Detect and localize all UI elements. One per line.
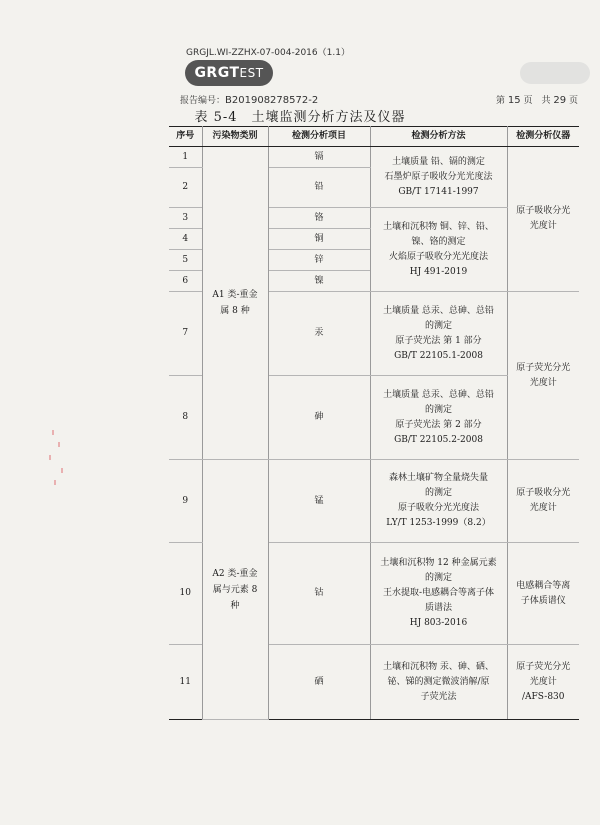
stamp-bleed-mark bbox=[61, 468, 63, 473]
method-cell bbox=[370, 147, 507, 208]
instrument-line: 电感耦合等离 bbox=[516, 580, 571, 591]
row-no: 1 bbox=[169, 147, 202, 168]
method-cell bbox=[370, 543, 507, 645]
logo-text-thin: EST bbox=[239, 66, 264, 80]
instrument-cell bbox=[507, 645, 579, 720]
page-total: 29 bbox=[553, 95, 567, 106]
row-item: 硒 bbox=[268, 645, 370, 720]
row-item: 钴 bbox=[268, 543, 370, 645]
page-mid: 页 共 bbox=[523, 96, 551, 106]
row-no: 9 bbox=[169, 460, 202, 543]
method-line: 的测定 bbox=[424, 488, 452, 498]
row-no: 8 bbox=[169, 376, 202, 460]
method-line: 土壤质量 总汞、总砷、总铅 bbox=[383, 389, 494, 400]
row-item: 铅 bbox=[268, 168, 370, 208]
row-no: 7 bbox=[169, 292, 202, 376]
method-line: 王水提取-电感耦合等离子体 bbox=[382, 588, 495, 598]
table-row bbox=[169, 147, 579, 168]
row-item: 锰 bbox=[268, 460, 370, 543]
method-line: GB/T 17141-1997 bbox=[398, 186, 479, 197]
method-line: 的测定 bbox=[424, 404, 452, 415]
row-item: 镉 bbox=[268, 147, 370, 168]
method-line: 石墨炉原子吸收分光光度法 bbox=[384, 171, 493, 182]
instrument-line: 原子吸收分光 bbox=[516, 488, 571, 498]
row-no: 11 bbox=[169, 645, 202, 720]
method-line: 原子荧光法 第 2 部分 bbox=[395, 419, 482, 430]
stamp-bleed-mark bbox=[52, 430, 54, 435]
stamp-bleed-mark bbox=[54, 480, 56, 485]
method-line: 质谱法 bbox=[424, 603, 452, 613]
instrument-line: 原子荧光分光 bbox=[516, 661, 571, 672]
method-line: 土壤和沉积物 12 种金属元素 bbox=[380, 558, 497, 568]
page-info bbox=[496, 93, 578, 106]
instrument-line: 光度计 bbox=[529, 676, 557, 687]
method-line: 土壤质量 总汞、总砷、总铅 bbox=[383, 305, 494, 316]
method-line: 原子吸收分光光度法 bbox=[397, 503, 479, 513]
row-no: 3 bbox=[169, 208, 202, 229]
instrument-line: 子体质谱仪 bbox=[520, 595, 566, 606]
row-item: 汞 bbox=[268, 292, 370, 376]
instrument-cell bbox=[507, 292, 579, 460]
row-no: 6 bbox=[169, 271, 202, 292]
instrument-line: 原子荧光分光 bbox=[516, 362, 571, 373]
row-no: 2 bbox=[169, 168, 202, 208]
stamp-bleed-mark bbox=[49, 455, 51, 460]
row-item: 砷 bbox=[268, 376, 370, 460]
row-no: 5 bbox=[169, 250, 202, 271]
method-cell bbox=[370, 376, 507, 460]
page-current: 15 bbox=[507, 95, 521, 106]
report-number-value: B201908278572-2 bbox=[225, 95, 319, 106]
document-code: GRGJL.WI-ZZHX-07-004-2016（1.1） bbox=[186, 48, 350, 58]
method-cell bbox=[370, 292, 507, 376]
method-line: 土壤和沉积物 铜、锌、铅、 bbox=[383, 221, 494, 232]
method-line: HJ 491-2019 bbox=[409, 266, 468, 277]
instrument-line: 光度计 bbox=[529, 377, 557, 388]
method-line: GB/T 22105.1-2008 bbox=[394, 350, 483, 361]
instrument-cell bbox=[507, 147, 579, 292]
faded-logo-watermark bbox=[520, 62, 590, 84]
method-line: 的测定 bbox=[424, 320, 452, 331]
row-item: 铬 bbox=[268, 208, 370, 229]
instrument-line: /AFS-830 bbox=[522, 691, 565, 702]
row-no: 4 bbox=[169, 229, 202, 250]
method-line: 镍、铬的测定 bbox=[411, 236, 466, 247]
method-cell bbox=[370, 460, 507, 543]
method-line: 子荧光法 bbox=[420, 691, 457, 702]
method-line: 森林土壤矿物全量烧失量 bbox=[388, 473, 488, 483]
report-number bbox=[180, 93, 318, 106]
method-line: 铋、锑的测定微波消解/原 bbox=[387, 676, 490, 687]
category-cell: A1 类-重金属 8 种 bbox=[202, 147, 268, 460]
instrument-cell bbox=[507, 543, 579, 645]
category-cell: A2 类-重金属与元素 8 种 bbox=[202, 460, 268, 720]
grgtest-logo bbox=[185, 60, 273, 86]
method-line: LY/T 1253-1999（8.2） bbox=[386, 518, 491, 528]
header-method: 检测分析方法 bbox=[370, 127, 507, 147]
method-line: 土壤质量 铅、镉的测定 bbox=[392, 156, 485, 167]
method-line: 火焰原子吸收分光光度法 bbox=[388, 251, 488, 262]
row-no: 10 bbox=[169, 543, 202, 645]
method-line: 土壤和沉积物 汞、砷、硒、 bbox=[383, 661, 494, 672]
header-item: 检测分析项目 bbox=[268, 127, 370, 147]
instrument-line: 光度计 bbox=[529, 503, 557, 513]
instrument-line: 光度计 bbox=[529, 221, 557, 231]
row-item: 锌 bbox=[268, 250, 370, 271]
method-line: HJ 803-2016 bbox=[409, 618, 468, 628]
method-line: GB/T 22105.2-2008 bbox=[394, 434, 483, 445]
report-number-label: 报告编号： bbox=[180, 96, 226, 106]
table-header-row bbox=[169, 127, 579, 147]
table-row bbox=[169, 460, 579, 543]
analysis-methods-table bbox=[169, 126, 579, 720]
stamp-bleed-mark bbox=[58, 442, 60, 447]
header-instrument: 检测分析仪器 bbox=[507, 127, 579, 147]
method-line: 的测定 bbox=[424, 573, 452, 583]
method-cell bbox=[370, 645, 507, 720]
page-suffix: 页 bbox=[569, 96, 579, 106]
method-cell bbox=[370, 208, 507, 292]
logo-text-bold: GRGT bbox=[194, 65, 240, 81]
instrument-cell bbox=[507, 460, 579, 543]
row-item: 铜 bbox=[268, 229, 370, 250]
header-category: 污染物类别 bbox=[202, 127, 268, 147]
header-no: 序号 bbox=[169, 127, 202, 147]
method-line: 原子荧光法 第 1 部分 bbox=[395, 335, 482, 346]
table-title: 表 5-4 土壤监测分析方法及仪器 bbox=[194, 110, 406, 125]
page-prefix: 第 bbox=[496, 96, 506, 106]
row-item: 镍 bbox=[268, 271, 370, 292]
instrument-line: 原子吸收分光 bbox=[516, 206, 571, 216]
